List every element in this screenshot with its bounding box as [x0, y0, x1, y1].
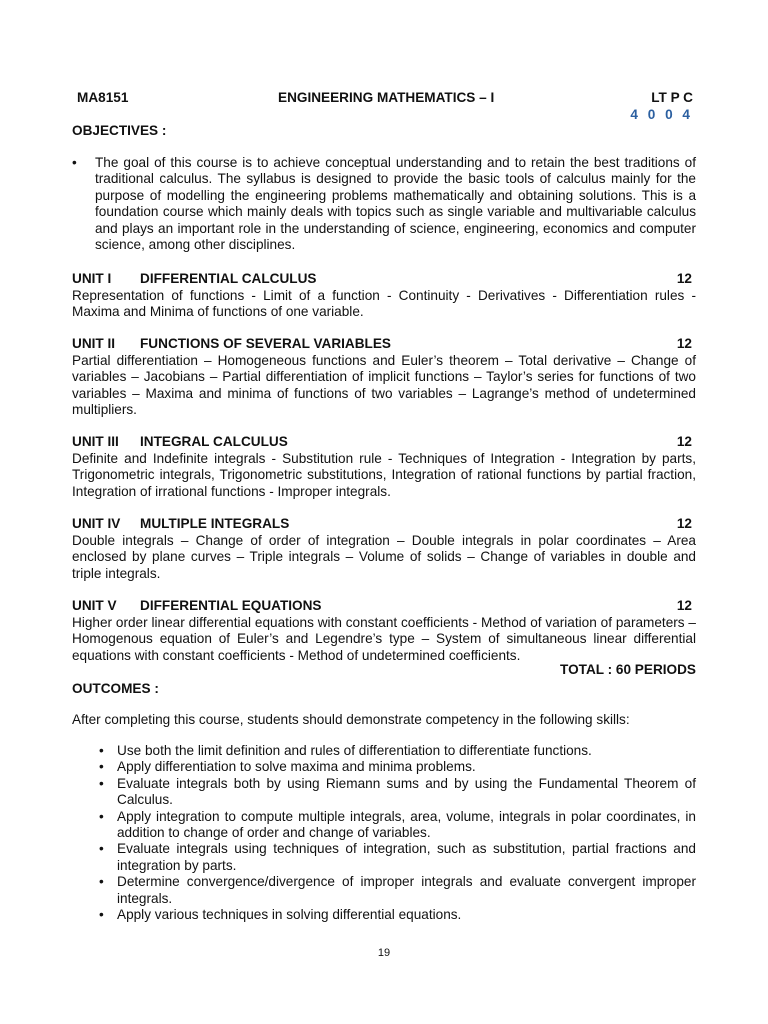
unit-hours: 12 — [676, 516, 692, 531]
bullet-icon: • — [99, 808, 104, 824]
total-periods: TOTAL : 60 PERIODS — [560, 662, 696, 677]
bullet-icon: • — [99, 874, 104, 890]
unit-title: INTEGRAL CALCULUS — [140, 434, 288, 449]
bullet-icon: • — [72, 155, 77, 170]
outcome-text: Use both the limit definition and rules of differentiation to differentiate functions. — [117, 743, 592, 758]
unit-section — [72, 598, 696, 664]
ltpc-label: LT P C — [651, 90, 693, 105]
outcomes-lead: After completing this course, students should demonstrate competency in the following skills: — [72, 712, 630, 727]
unit-content: Double integrals – Change of order of integration – Double integrals in polar coordinates – Area enclosed by plane curves – Triple integrals – Volume of solids – Change of variables in double and triple integrals. — [72, 533, 696, 581]
unit-content: Definite and Indefinite integrals - Substitution rule - Techniques of Integration - Integration by parts, Trigonometric integrals, Trigonometric substitutions, Integration of rational functions by partial fraction, Integration of irrational functions - Improper integrals. — [72, 451, 696, 499]
outcome-text: Apply integration to compute multiple integrals, area, volume, integrals in polar coordinates, in addition to change of order and change of variables. — [117, 808, 696, 841]
objectives-heading: OBJECTIVES : — [72, 123, 167, 138]
unit-title: FUNCTIONS OF SEVERAL VARIABLES — [140, 336, 391, 351]
outcomes-heading: OUTCOMES : — [72, 681, 159, 696]
unit-hours: 12 — [676, 598, 692, 613]
objectives-paragraph — [72, 155, 696, 253]
unit-hours: 12 — [676, 434, 692, 449]
unit-heading — [72, 271, 696, 288]
course-header — [77, 90, 693, 124]
bullet-icon: • — [99, 907, 104, 923]
unit-number: UNIT IV — [72, 516, 121, 531]
unit-number: UNIT I — [72, 271, 112, 286]
page-number: 19 — [377, 947, 391, 959]
outcomes-list — [99, 743, 696, 923]
unit-section — [72, 336, 696, 419]
unit-section — [72, 434, 696, 500]
list-item — [99, 759, 696, 775]
unit-section — [72, 271, 696, 321]
unit-hours: 12 — [676, 271, 692, 286]
unit-hours: 12 — [676, 336, 692, 351]
list-item — [99, 841, 696, 874]
outcome-text: Evaluate integrals both by using Riemann sums and by using the Fundamental Theorem of Calculus. — [117, 775, 696, 808]
outcome-text: Determine convergence/divergence of improper integrals and evaluate convergent improper integrals. — [117, 874, 696, 906]
bullet-icon: • — [99, 743, 104, 758]
unit-section — [72, 516, 696, 582]
unit-heading — [72, 336, 696, 353]
bullet-icon: • — [99, 841, 104, 857]
unit-number: UNIT II — [72, 336, 116, 351]
unit-heading — [72, 516, 696, 533]
ltpc-values: 4 0 0 4 — [630, 107, 693, 122]
list-item — [99, 776, 696, 809]
unit-number: UNIT III — [72, 434, 119, 449]
bullet-icon: • — [99, 759, 104, 775]
outcome-text: Evaluate integrals using techniques of integration, such as substitution, partial fractions and integration by parts. — [117, 841, 696, 873]
unit-heading — [72, 598, 696, 615]
list-item — [99, 743, 696, 759]
unit-title: DIFFERENTIAL EQUATIONS — [140, 598, 322, 613]
unit-content: Higher order linear differential equations with constant coefficients - Method of variation of parameters – Homogenous equation of Euler’s and Legendre’s type – System of simultaneous linear differential equations with constant coefficients - Method of undetermined coefficients. — [72, 615, 696, 663]
outcome-text: Apply differentiation to solve maxima and minima problems. — [117, 759, 476, 775]
unit-title: DIFFERENTIAL CALCULUS — [140, 271, 317, 286]
unit-content: Representation of functions - Limit of a function - Continuity - Derivatives - Differentiation rules - Maxima and Minima of functions of one variable. — [72, 288, 696, 320]
outcome-text: Apply various techniques in solving differential equations. — [117, 907, 462, 923]
unit-title: MULTIPLE INTEGRALS — [140, 516, 290, 531]
list-item — [99, 907, 696, 923]
objectives-text: The goal of this course is to achieve conceptual understanding and to retain the best traditions of traditional calculus. The syllabus is designed to provide the basic tools of calculus mainly for the purpose of modelling the engineering problems mathematically and obtaining solutions. This is a foundation course which mainly deals with topics such as single variable and multivariable calculus and plays an important role in the understanding of science, engineering, economics and computer science, among other disciplines. — [95, 155, 696, 253]
unit-number: UNIT V — [72, 598, 117, 613]
course-title: ENGINEERING MATHEMATICS – I — [278, 90, 495, 105]
course-code: MA8151 — [77, 90, 129, 105]
unit-content: Partial differentiation – Homogeneous functions and Euler’s theorem – Total derivative – Change of variables – Jacobians – Partial differentiation of implicit functions – Taylor’s series for functions of two variables – Maxima and minima of functions of two variables – Lagrange’s method of undetermined multipliers. — [72, 353, 696, 418]
list-item — [99, 874, 696, 907]
unit-heading — [72, 434, 696, 451]
bullet-icon: • — [99, 775, 104, 791]
list-item — [99, 809, 696, 842]
